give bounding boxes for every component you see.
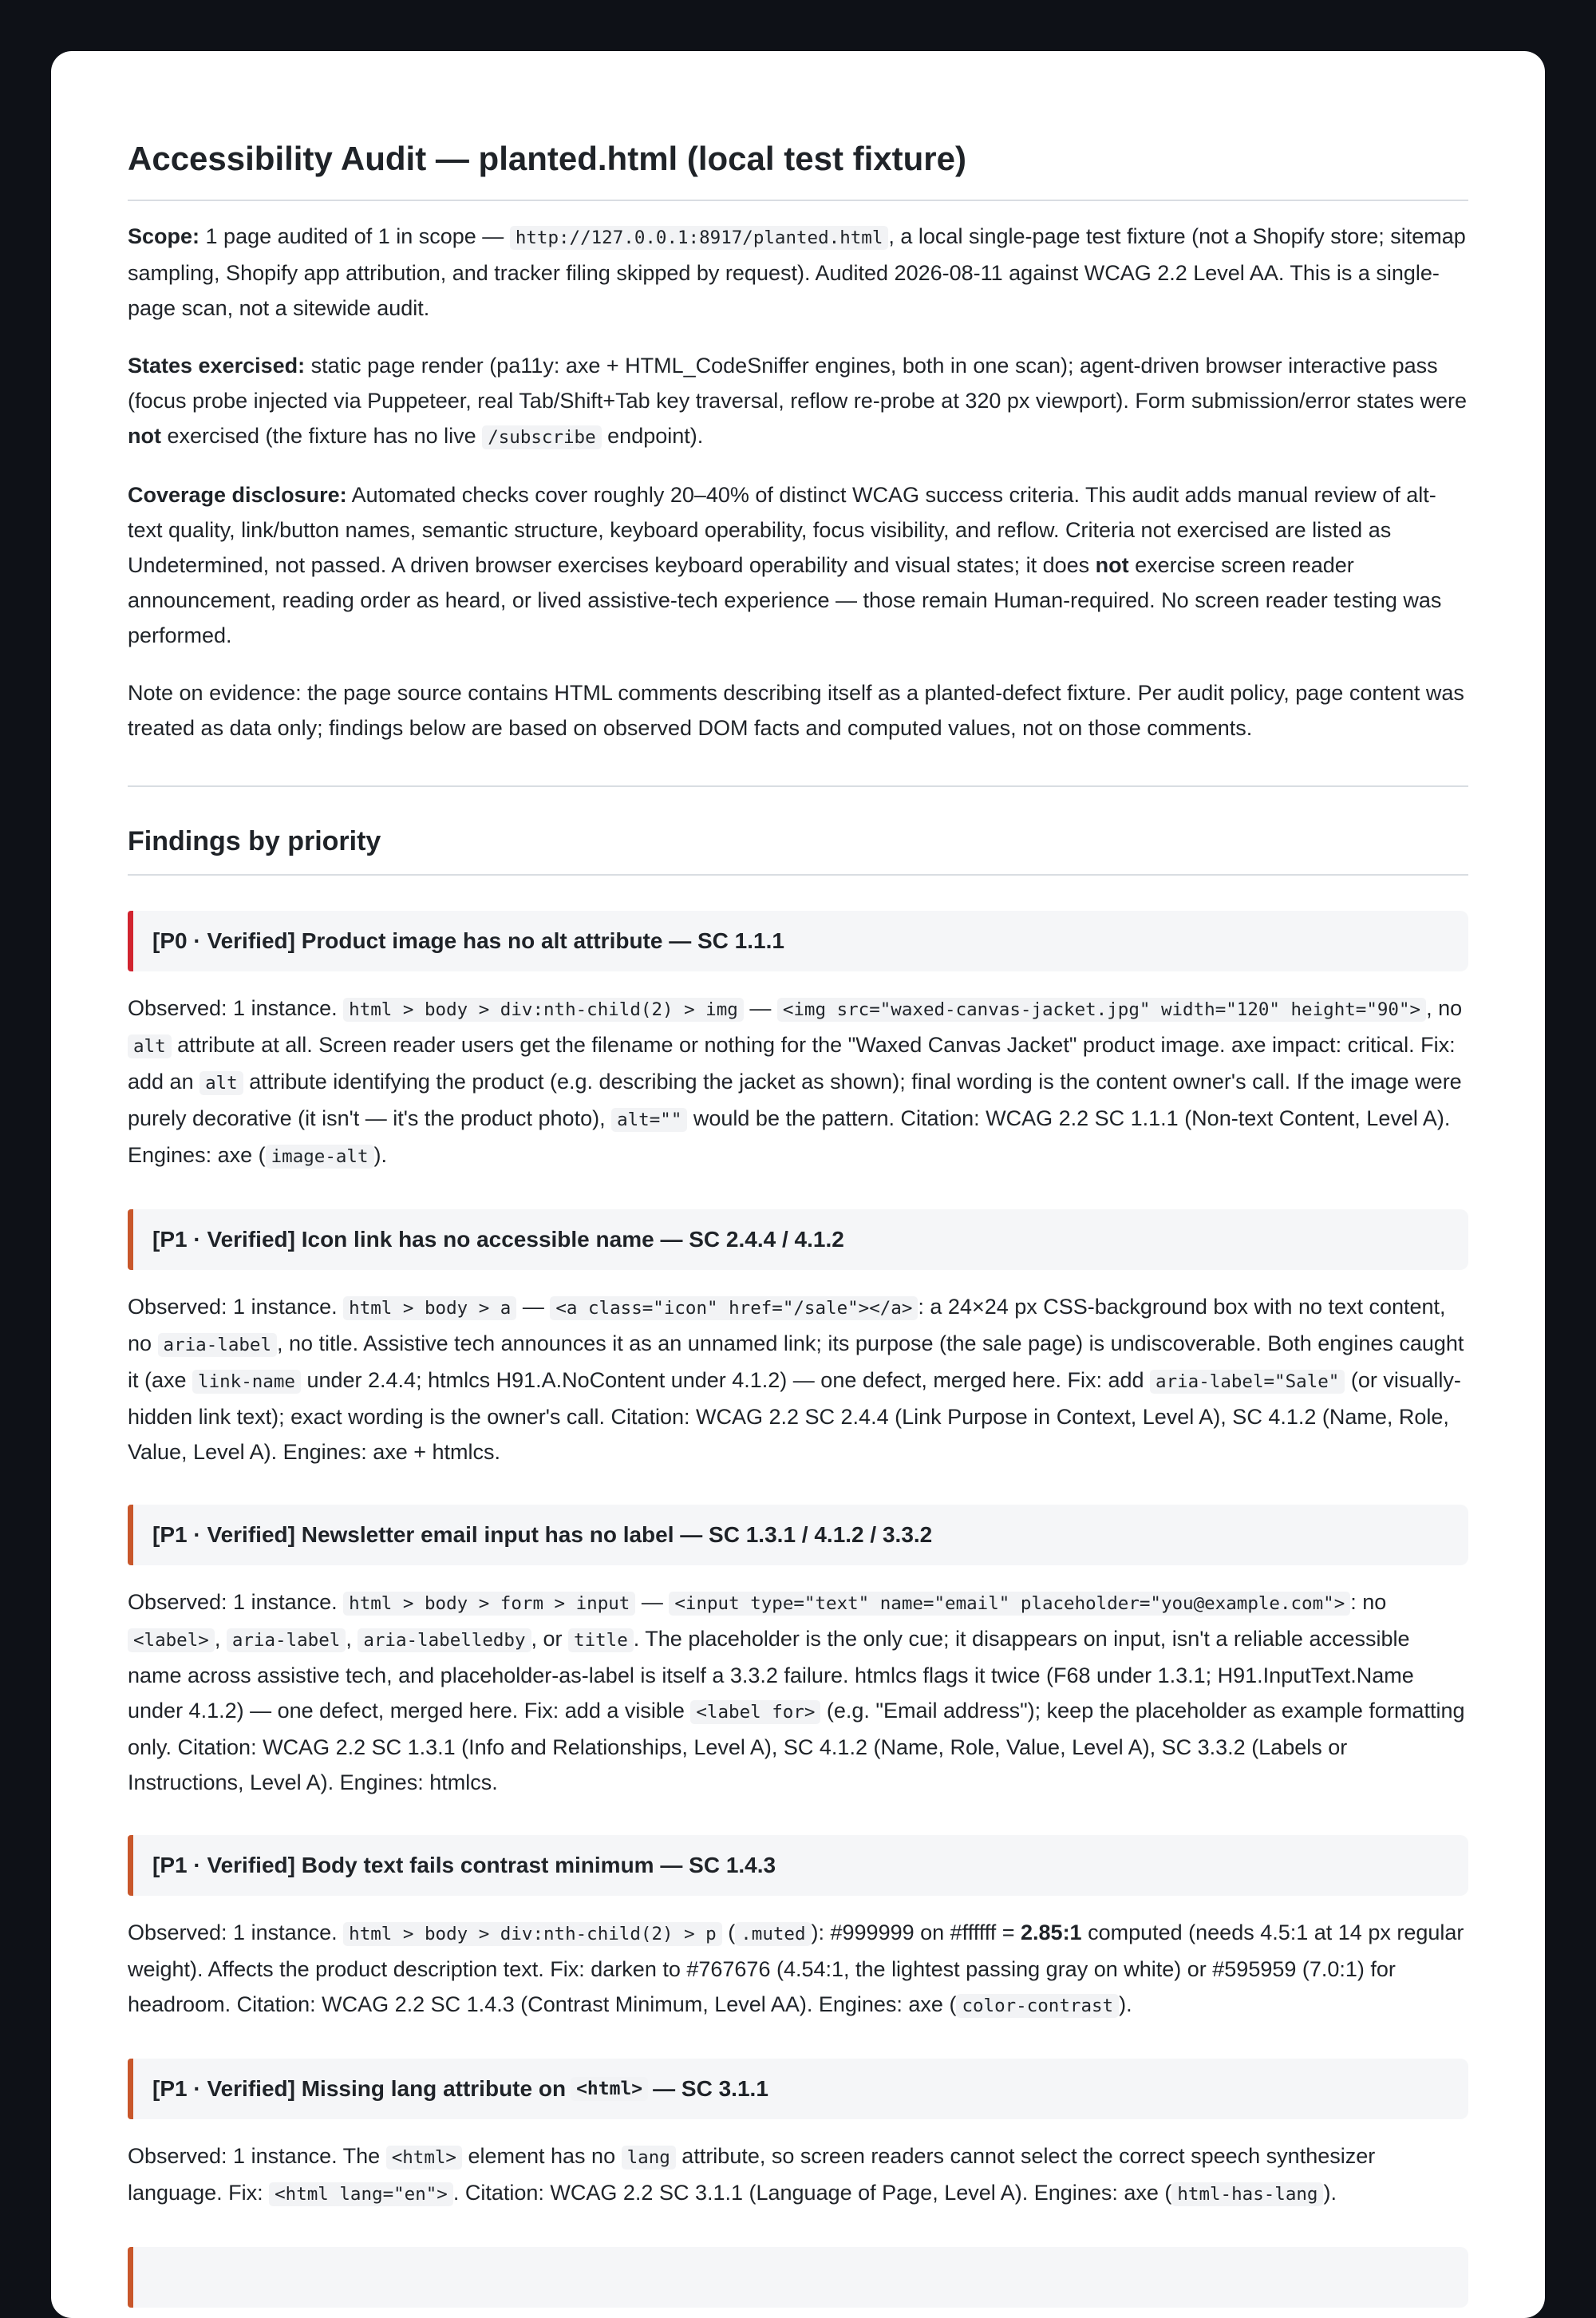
states-emphasis: not [128, 424, 161, 449]
rule-code: image-alt [266, 1145, 374, 1169]
endpoint-code: /subscribe [482, 425, 601, 449]
finding-text: (or visually-hidden link text); exact wording is the owner's call. Citation: WCAG 2.2 SC 2.4.4 (Link Purpose in Context, Level A), SC 4.1.2 (Name, Role, Value, Level A). Engines: axe + htmlcs. [128, 1368, 1461, 1465]
finding-text: . Citation: WCAG 2.2 SC 3.1.1 (Language of Page, Level A). Engines: axe ( [452, 2181, 1172, 2205]
page-title: Accessibility Audit — planted.html (local test fixture) [128, 139, 1468, 201]
finding-text: ): #999999 on #ffffff = [811, 1920, 1021, 1945]
attr-code: aria-label [227, 1628, 346, 1652]
coverage-emphasis: not [1095, 553, 1129, 578]
finding-heading-text: [P1 · Verified] Missing lang attribute on [152, 2076, 567, 2102]
finding-heading-p1-link: [P1 · Verified] Icon link has no accessible name — SC 2.4.4 / 4.1.2 [128, 1209, 1468, 1270]
finding-text: , [346, 1627, 358, 1651]
finding-heading-p1-contrast: [P1 · Verified] Body text fails contrast minimum — SC 1.4.3 [128, 1835, 1468, 1896]
finding-heading-next [128, 2247, 1468, 2308]
scope-text: 1 page audited of 1 in scope — [200, 224, 510, 249]
finding-text: — [635, 1590, 670, 1615]
finding-text: Observed: 1 instance. [128, 1920, 344, 1945]
finding-text: Observed: 1 instance. [128, 1590, 344, 1615]
finding-text: ). [1323, 2181, 1337, 2205]
finding-body-input [128, 1584, 1468, 1800]
audited-url: http://127.0.0.1:8917/planted.html [510, 226, 889, 250]
finding-body-alt [128, 991, 1468, 1174]
selector-code: html > body > a [343, 1296, 516, 1320]
finding-text: attribute, so screen readers cannot select the correct speech synthesizer language. Fix: [128, 2144, 1376, 2205]
contrast-ratio: 2.85:1 [1021, 1920, 1082, 1945]
attr-code: lang [622, 2146, 676, 2170]
finding-text: , no [1426, 996, 1463, 1021]
selector-code: html > body > form > input [343, 1592, 635, 1616]
finding-heading-p1-lang [128, 2059, 1468, 2119]
scope-paragraph [128, 219, 1468, 326]
finding-body-contrast [128, 1915, 1468, 2023]
coverage-label: Coverage disclosure: [128, 483, 347, 508]
finding-text: — [516, 1295, 551, 1319]
states-paragraph [128, 348, 1468, 455]
markup-code: <html> [571, 2077, 648, 2101]
finding-text: : a 24×24 px CSS-background box with no text content, no [128, 1295, 1446, 1356]
attr-code: aria-labelledby [358, 1628, 531, 1652]
markup-code: <img src="waxed-canvas-jacket.jpg" width="120" height="90"> [777, 998, 1426, 1022]
states-label: States exercised: [128, 354, 306, 378]
attr-code: <label> [128, 1628, 215, 1652]
selector-code: html > body > div:nth-child(2) > p [343, 1922, 722, 1946]
rule-code: color-contrast [956, 1994, 1119, 2018]
class-code: .muted [735, 1922, 811, 1946]
markup-code: <label for> [690, 1700, 820, 1724]
finding-heading-p1-input: [P1 · Verified] Newsletter email input has no label — SC 1.3.1 / 4.1.2 / 3.3.2 [128, 1505, 1468, 1565]
scope-label: Scope: [128, 224, 200, 249]
finding-text: Observed: 1 instance. The [128, 2144, 386, 2169]
finding-text: (e.g. "Email address"); keep the placeholder as example formatting only. Citation: WCAG 2.2 SC 1.3.1 (Info and Relationships, Level A), SC 4.1.2 (Name, Role, Value, Level A), SC 3.3.2 (Labels or Instructions, Level A). Engines: htmlcs. [128, 1699, 1465, 1795]
coverage-text-2: exercise screen reader announcement, reading order as heard, or lived assistive-tech experience — those remain Human-required. No screen reader testing was performed. [128, 553, 1442, 648]
states-text-3: endpoint). [601, 424, 704, 449]
coverage-text: Automated checks cover roughly 20–40% of distinct WCAG success criteria. This audit adds manual review of alt-text quality, link/button names, semantic structure, keyboard operability, focus visibility, and reflow. Criteria not exercised are listed as Undetermined, not passed. A driven browser exercises keyboard operability and visual states; it does [128, 483, 1436, 578]
evidence-note: Note on evidence: the page source contains HTML comments describing itself as a planted-defect fixture. Per audit policy, page content was treated as data only; findings below are based on observed DOM facts and computed values, not on those comments. [128, 681, 1464, 741]
finding-text: : no [1350, 1590, 1387, 1615]
finding-text: Observed: 1 instance. [128, 996, 344, 1021]
markup-code: <html> [386, 2146, 462, 2170]
attr-code: alt [128, 1034, 172, 1058]
finding-text: would be the pattern. Citation: WCAG 2.2 SC 1.1.1 (Non-text Content, Level A). Engines: axe ( [128, 1106, 1451, 1168]
finding-body-lang [128, 2138, 1468, 2212]
finding-heading-text: — SC 3.1.1 [653, 2076, 768, 2102]
finding-text: under 2.4.4; htmlcs H91.A.NoContent under 4.1.2) — one defect, merged here. Fix: add [300, 1368, 1151, 1393]
finding-text: — [743, 996, 777, 1021]
states-text-2: exercised (the fixture has no live [160, 424, 483, 449]
finding-text: , no title. Assistive tech announces it as an unnamed link; its purpose (the sale page) is undiscoverable. Both engines caught it (axe [128, 1331, 1464, 1393]
markup-code: <a class="icon" href="/sale"></a> [550, 1296, 918, 1320]
attr-code: title [568, 1628, 634, 1652]
finding-text: , or [531, 1627, 569, 1651]
markup-code: <html lang="en"> [269, 2182, 453, 2206]
rule-code: link-name [192, 1370, 301, 1394]
finding-text: ( [721, 1920, 736, 1945]
finding-text: ). [373, 1143, 388, 1168]
coverage-paragraph [128, 477, 1468, 653]
states-text: static page render (pa11y: axe + HTML_CodeSniffer engines, both in one scan); agent-driven browser interactive pass (focus probe injected via Puppeteer, real Tab/Shift+Tab key traversal, reflow re-probe at 320 px viewport). Form submission/error states were [128, 354, 1468, 413]
finding-text: element has no [461, 2144, 622, 2169]
scope-text-2: , a local single-page test fixture (not a Shopify store; sitemap sampling, Shopify app attribution, and tracker filing skipped by request). Audited 2026-08-11 against WCAG 2.2 Level AA. This is a single-page scan, not a sitewide audit. [128, 224, 1466, 321]
finding-text: attribute at all. Screen reader users get the filename or nothing for the "Waxed Canvas Jacket" product image. axe impact: critical. Fix: add an [128, 1033, 1456, 1094]
markup-code: <input type="text" name="email" placeholder="you@example.com"> [669, 1592, 1350, 1616]
section-divider [128, 785, 1468, 787]
finding-text: computed (needs 4.5:1 at 14 px regular weight). Affects the product description text. Fix: darken to #767676 (4.54:1, the lightest passing gray on white) or #595959 (7.0:1) for headroom. Citation: WCAG 2.2 SC 1.4.3 (Contrast Minimum, Level AA). Engines: axe ( [128, 1920, 1464, 2017]
attr-code: aria-label [158, 1333, 277, 1357]
audit-report-card [51, 51, 1545, 2318]
finding-text: Observed: 1 instance. [128, 1295, 344, 1319]
selector-code: html > body > div:nth-child(2) > img [343, 998, 744, 1022]
attr-code: alt="" [611, 1108, 687, 1132]
finding-heading-p0-alt: [P0 · Verified] Product image has no alt attribute — SC 1.1.1 [128, 911, 1468, 971]
finding-text: . The placeholder is the only cue; it disappears on input, isn't a reliable accessible name across assistive tech, and placeholder-as-label is itself a 3.3.2 failure. htmlcs flags it twice (F68 under 1.3.1; H91.InputText.Name under 4.1.2) — one defect, merged here. Fix: add a visible [128, 1627, 1414, 1723]
attr-code: aria-label="Sale" [1150, 1370, 1345, 1394]
rule-code: html-has-lang [1171, 2182, 1323, 2206]
finding-text: ). [1119, 1992, 1132, 2017]
attr-code: alt [200, 1071, 243, 1095]
finding-text: , [214, 1627, 227, 1651]
findings-heading: Findings by priority [128, 825, 1468, 876]
finding-body-link [128, 1289, 1468, 1470]
finding-text: attribute identifying the product (e.g. describing the jacket as shown); final wording is the content owner's call. If the image were purely decorative (it isn't — it's the product photo), [128, 1070, 1462, 1131]
